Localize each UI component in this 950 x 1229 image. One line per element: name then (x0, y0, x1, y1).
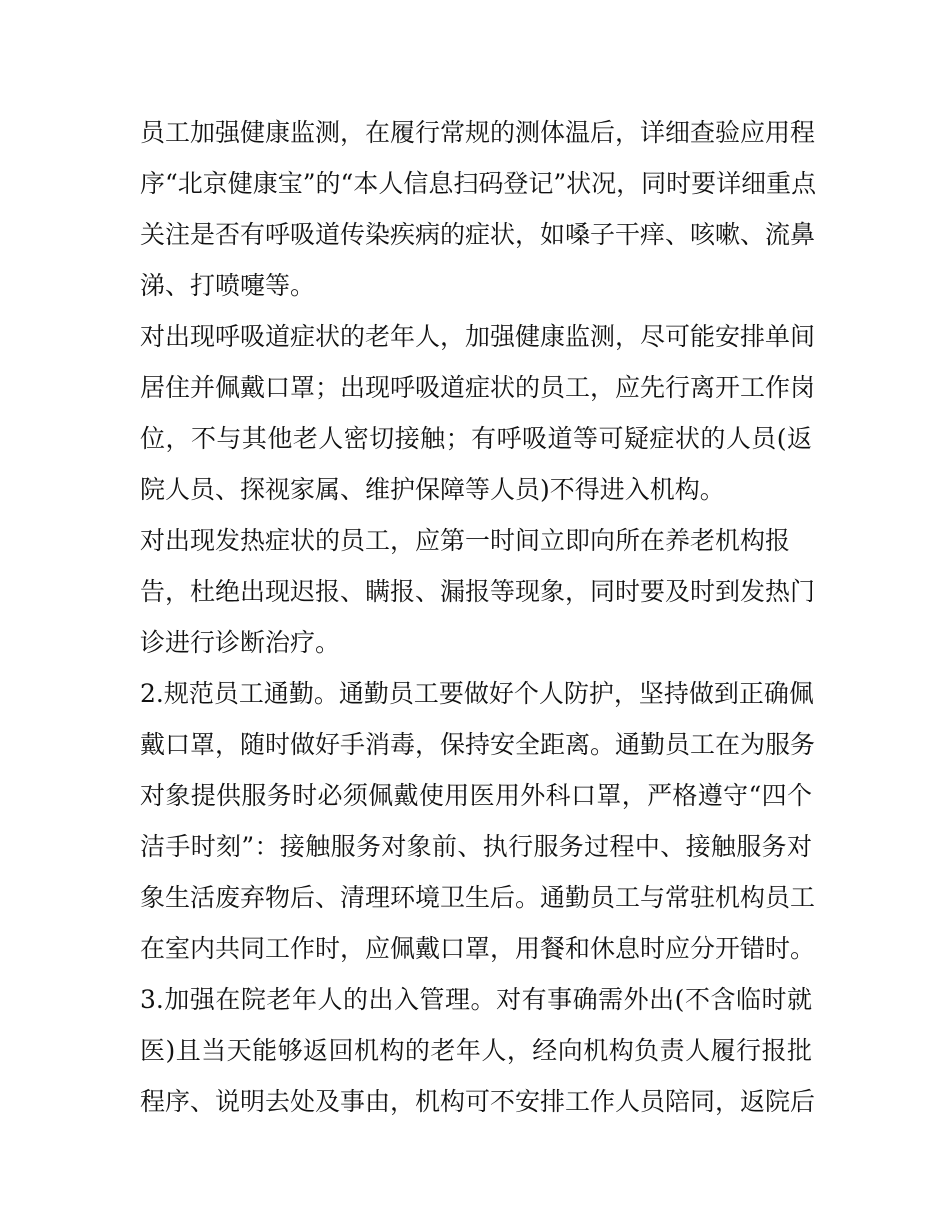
text-line-8: 院人员、探视家属、维护保障等人员)不得进入机构。 (140, 475, 725, 504)
text-line-9: 对出现发热症状的员工，应第一时间立即向所在养老机构报 (140, 526, 791, 555)
text-line-3: 关注是否有呼吸道传染疾病的症状，如嗓子干痒、咳嗽、流鼻 (140, 220, 816, 249)
text-line-18: 3.加强在院老年人的出入管理。对有事确需外出(不含临时就 (140, 985, 812, 1014)
document-body (140, 107, 817, 1127)
text-line-6: 居住并佩戴口罩；出现呼吸道症状的员工，应先行离开工作岗 (140, 373, 816, 402)
text-line-16: 象生活废弃物后、清理环境卫生后。通勤员工与常驻机构员工 (140, 883, 816, 912)
text-line-19: 医)且当天能够返回机构的老年人，经向机构负责人履行报批 (140, 1036, 812, 1065)
text-line-1: 员工加强健康监测，在履行常规的测体温后，详细查验应用程 (140, 118, 816, 147)
text-line-10: 告，杜绝出现迟报、瞒报、漏报等现象，同时要及时到发热门 (140, 577, 816, 606)
text-line-12: 2.规范员工通勤。通勤员工要做好个人防护，坚持做到正确佩 (140, 679, 814, 708)
text-line-2: 序“北京健康宝”的“本人信息扫码登记”状况，同时要详细重点 (140, 169, 817, 198)
text-line-17: 在室内共同工作时，应佩戴口罩，用餐和休息时应分开错时。 (140, 934, 816, 963)
text-line-20: 程序、说明去处及事由，机构可不安排工作人员陪同，返院后 (140, 1087, 816, 1116)
text-line-5: 对出现呼吸道症状的老年人，加强健康监测，尽可能安排单间 (140, 322, 816, 351)
text-line-14: 对象提供服务时必须佩戴使用医用外科口罩，严格遵守“四个 (140, 781, 812, 810)
text-line-4: 涕、打喷嚏等。 (140, 271, 316, 300)
text-line-11: 诊进行诊断治疗。 (140, 628, 341, 657)
text-line-15: 洁手时刻”：接触服务对象前、执行服务过程中、接触服务对 (140, 832, 812, 861)
text-line-13: 戴口罩，随时做好手消毒，保持安全距离。通勤员工在为服务 (140, 730, 816, 759)
text-line-7: 位，不与其他老人密切接触；有呼吸道等可疑症状的人员(返 (140, 424, 812, 453)
